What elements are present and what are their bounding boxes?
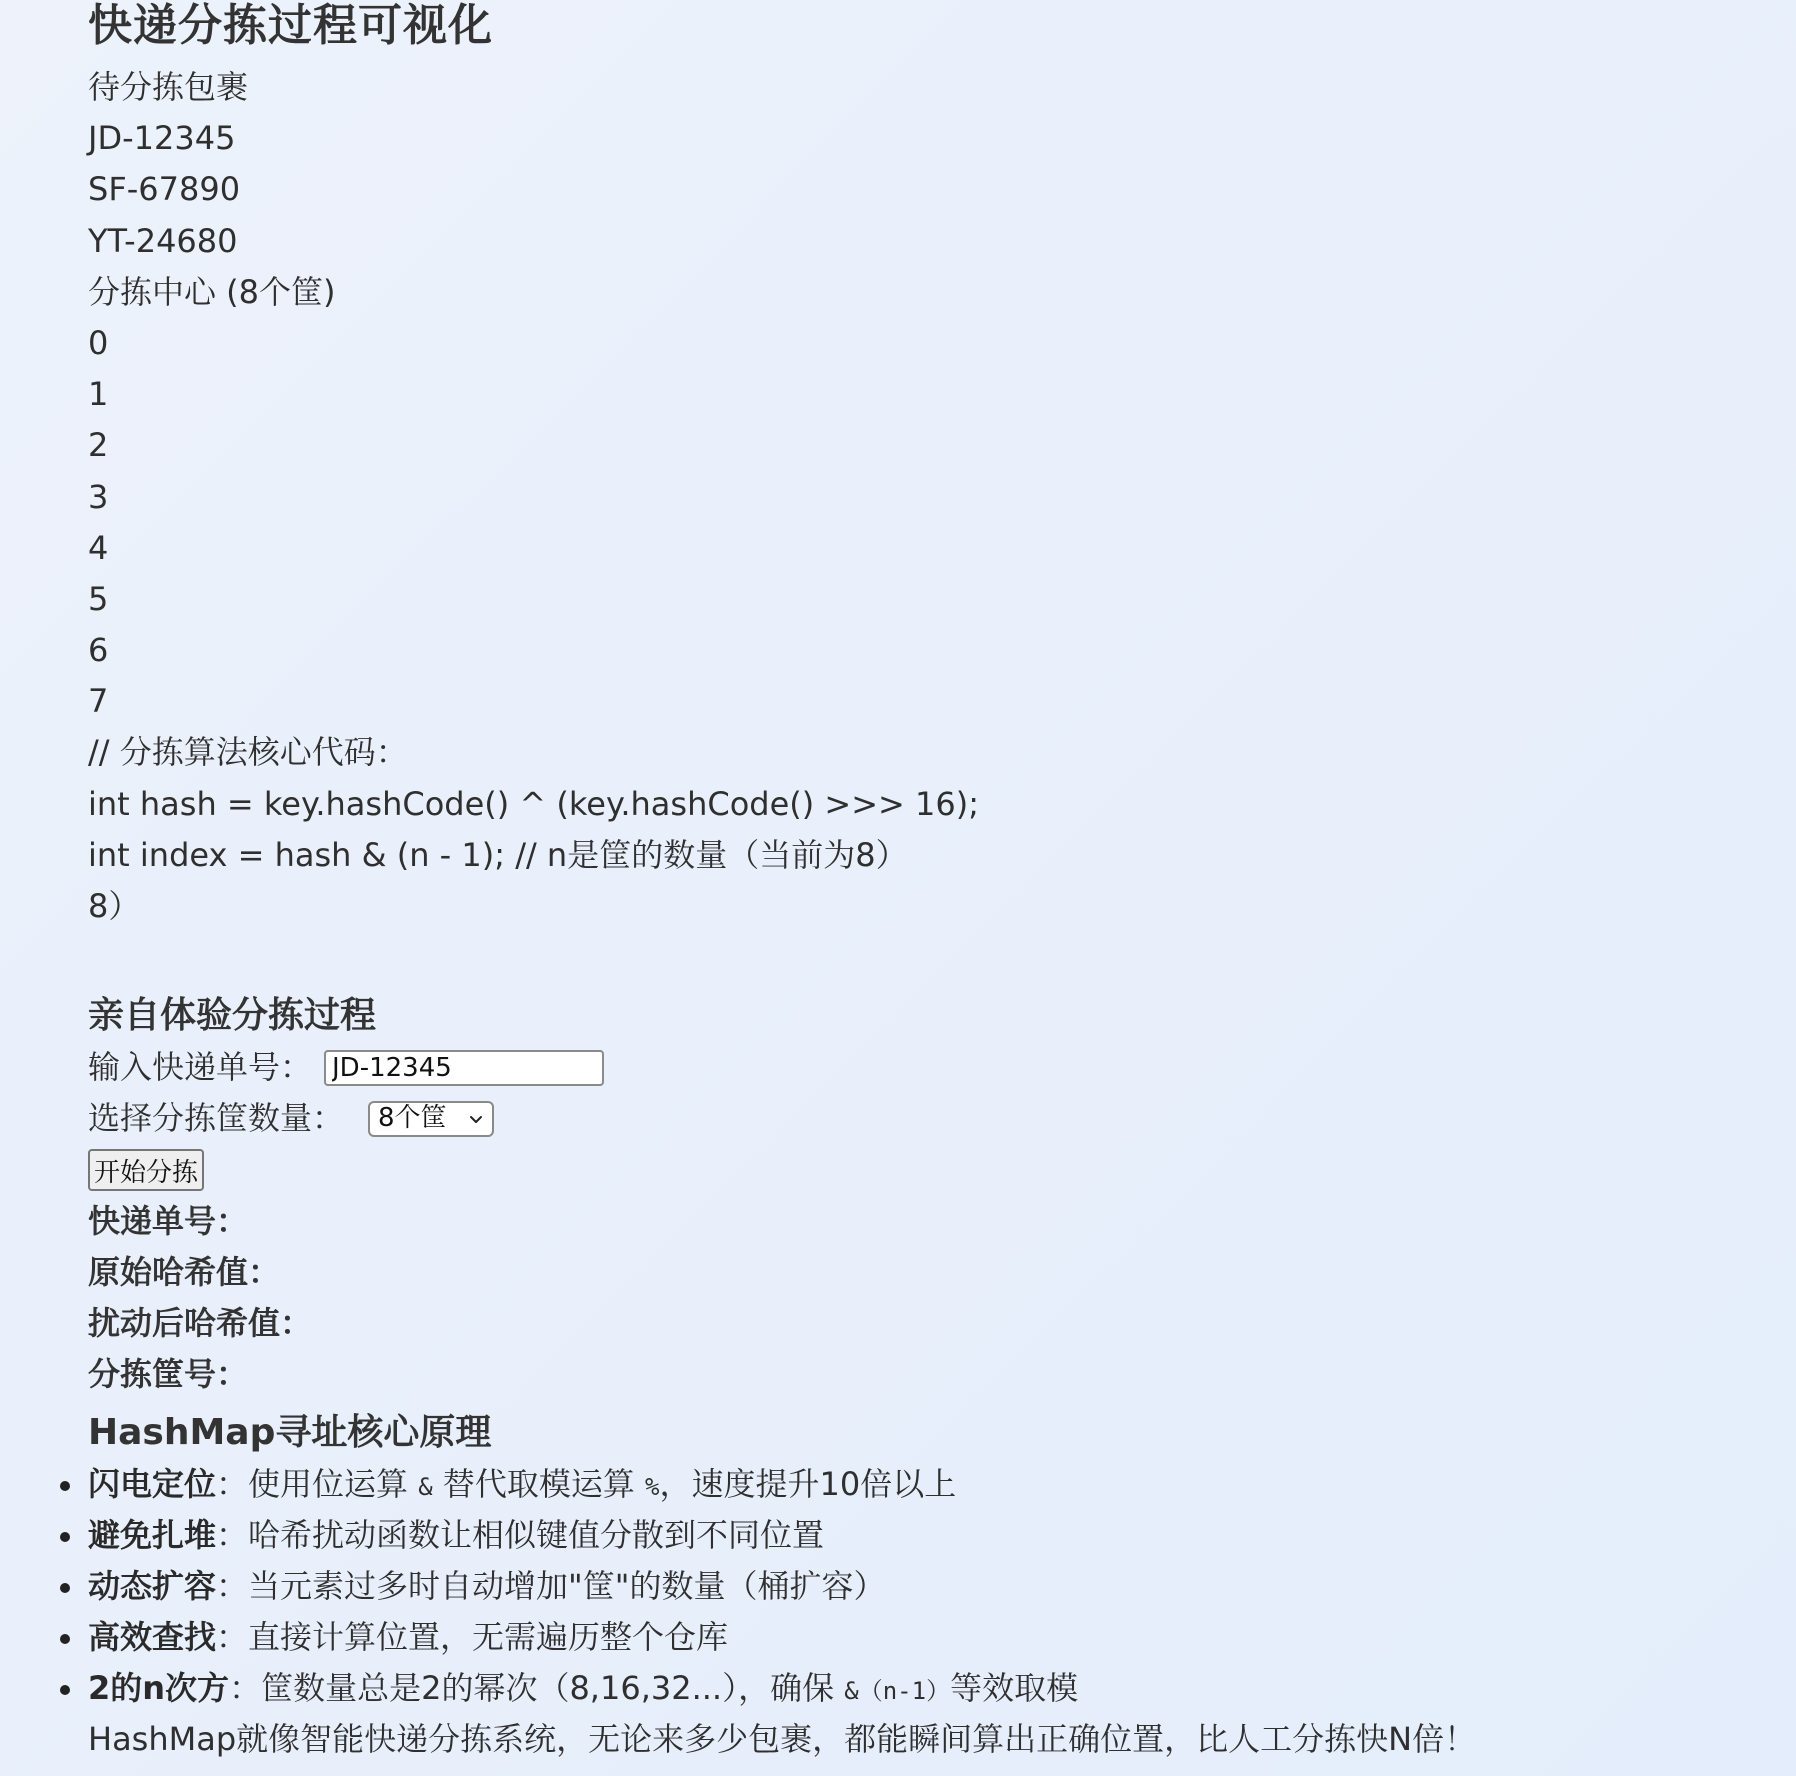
package-item: SF-67890: [88, 170, 241, 209]
code-comment: // 分拣算法核心代码：: [88, 733, 408, 772]
bucket-count-row: [88, 1093, 1768, 1144]
list-item: [88, 1561, 1768, 1612]
principle-text: 筐数量总是2的幂次（8,16,32...），确保: [261, 1669, 845, 1708]
list-item: [88, 1663, 1768, 1714]
pending-heading: 待分拣包裹: [88, 68, 249, 106]
principle-text: 直接计算位置，无需遍历整个仓库: [248, 1618, 729, 1657]
principle-text: ，速度提升10倍以上: [659, 1464, 957, 1503]
tracking-input[interactable]: [324, 1050, 604, 1086]
principle-title: 闪电定位: [88, 1464, 217, 1503]
list-item: [88, 1510, 1768, 1561]
bucket-count-label: 选择分拣筐数量：: [88, 1099, 345, 1138]
principles-heading: HashMap寻址核心原理: [88, 1411, 492, 1453]
result-perturbed-hash: 扰动后哈希值：: [88, 1304, 313, 1343]
code-line-index: int index = hash & (n - 1); // n是筐的数量（当前为8）: [88, 835, 908, 874]
principle-title: 动态扩容: [88, 1566, 217, 1605]
package-item: YT-24680: [88, 221, 238, 260]
bucket-7: 7: [88, 682, 109, 721]
code-line-hash: int hash = key.hashCode() ^ (key.hashCode() >>> 16);: [88, 784, 980, 823]
principle-text: 哈希扰动函数让相似键值分散到不同位置: [248, 1515, 825, 1554]
package-item: JD-12345: [88, 119, 236, 158]
bucket-5: 5: [88, 579, 109, 618]
experience-heading: 亲自体验分拣过程: [88, 995, 377, 1037]
principle-text: 替代取模运算: [432, 1464, 646, 1503]
chevron-down-icon: [468, 1111, 484, 1127]
list-item: [88, 1612, 1768, 1663]
principle-text: 使用位运算: [248, 1464, 419, 1503]
bucket-2: 2: [88, 426, 109, 465]
center-heading: 分拣中心 (8个筐): [88, 272, 336, 311]
tracking-input-label: 输入快递单号：: [88, 1048, 313, 1087]
code-line-overflow: 8）: [88, 887, 141, 925]
bucket-4: 4: [88, 528, 109, 567]
code-token: &（n-1）: [844, 1677, 951, 1706]
code-token: %: [645, 1472, 660, 1501]
page: [88, 0, 1768, 1766]
bucket-6: 6: [88, 631, 109, 670]
principle-separator: ：: [216, 1566, 249, 1605]
result-bucket: 分拣筐号：: [88, 1355, 249, 1394]
start-sort-button[interactable]: 开始分拣: [88, 1149, 204, 1191]
bucket-count-select[interactable]: [368, 1101, 494, 1137]
principle-title: 避免扎堆: [88, 1515, 217, 1554]
result-raw-hash: 原始哈希值：: [88, 1252, 281, 1291]
tracking-input-row: [88, 1042, 1768, 1093]
principle-title: 高效查找: [88, 1618, 217, 1657]
bucket-0: 0: [88, 323, 109, 362]
summary-text: HashMap就像智能快递分拣系统，无论来多少包裹，都能瞬间算出正确位置，比人工分拣快N倍！: [88, 1720, 1477, 1759]
result-tracking: 快递单号：: [88, 1201, 249, 1240]
principle-separator: ：: [216, 1464, 249, 1503]
principle-separator: ：: [216, 1515, 249, 1554]
list-item: [88, 1459, 1768, 1510]
page-title: 快递分拣过程可视化: [88, 0, 493, 51]
principles-list: [88, 1459, 1768, 1715]
bucket-1: 1: [88, 375, 109, 414]
principle-title: 2的n次方: [88, 1669, 230, 1708]
principle-text: 等效取模: [950, 1669, 1079, 1708]
principle-separator: ：: [216, 1618, 249, 1657]
bucket-3: 3: [88, 477, 109, 516]
principle-text: 当元素过多时自动增加"筐"的数量（桶扩容）: [248, 1566, 886, 1605]
principle-separator: ：: [229, 1669, 262, 1708]
bucket-count-selected: 8个筐: [378, 1103, 447, 1134]
code-token: &: [418, 1472, 433, 1501]
